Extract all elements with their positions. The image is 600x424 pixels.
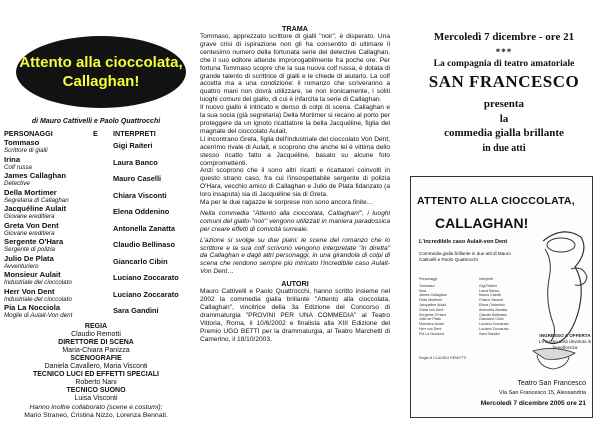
cast-row bbox=[0, 189, 192, 205]
poster-actor: Luciano Zoccarato bbox=[479, 326, 509, 331]
actor-name: Antonella Zanatta bbox=[113, 223, 176, 233]
autori-text: Mauro Cattivelli e Paolo Quattrocchi, hanno scritto insieme nel 2002 la commedia gialla brillante "Attento alla cioccolata, Callaghan", vincitrice della 3a Edizione del Concorso di drammaturgia "PROVINI PER UNA COMMEDIA" al Teatro Vittoria, Roma, il 10/6/2002 e finalista alla XIII Edizione del Premio UGO BETTI per la drammaturgia, al Teatro Marchetti di Camerino, il 18/10/2003. bbox=[200, 288, 390, 343]
cast-row bbox=[0, 205, 192, 221]
genre-text: commedia gialla brillante bbox=[444, 127, 564, 139]
character-role: Giovane ereditiera bbox=[4, 229, 55, 237]
character-role: Industriale del cioccolato bbox=[4, 295, 72, 303]
poster-actor: Chiara Visconti bbox=[479, 298, 504, 303]
actor-name: Laura Banco bbox=[113, 157, 158, 167]
poster-character: Jacquéline Aulait bbox=[419, 302, 446, 307]
poster-actor: Claudio Bellinaso bbox=[479, 312, 507, 317]
actor-name: Luciano Zoccarato bbox=[113, 273, 179, 282]
poster-actor: Antonella Zanatta bbox=[479, 307, 508, 312]
character-name: Della Mortimer bbox=[4, 187, 57, 197]
poster-character: Sergente O'Hara bbox=[419, 312, 446, 317]
poster-actor: Mauro Caselli bbox=[479, 293, 501, 298]
la-text: la bbox=[499, 113, 509, 125]
cast-character bbox=[4, 288, 72, 303]
company-line: La compagnia di teatro amatoriale bbox=[433, 59, 575, 69]
poster-ingresso-title: INGRESSO A OFFERTA bbox=[539, 333, 591, 338]
cast-row bbox=[0, 288, 192, 304]
poster-actor: Laura Banco bbox=[479, 288, 500, 293]
company-name: SAN FRANCESCO bbox=[428, 72, 580, 91]
actor-name: Chiara Visconti bbox=[113, 190, 167, 200]
character-role: Moglie di Aulait-Von dent bbox=[4, 312, 73, 319]
credit-person: Maria-Chiara Panizza bbox=[62, 347, 130, 354]
poster-actor: Sara Gandini bbox=[479, 331, 500, 336]
plot-panel bbox=[200, 24, 390, 344]
actor-name: Sara Gandini bbox=[113, 306, 159, 315]
cast-character bbox=[4, 271, 72, 286]
trama-paragraph: Lì incontrano Greta, figlia dell'industriale del cioccolato Von Dent, acerrimo rivale di Aulait, e scoprono che anche lei è vittima dello stesso ricatto fatto a Jacquéline, basato su alcune foto compromettenti. bbox=[200, 135, 390, 167]
poster-actors-label: Interpreti bbox=[479, 277, 494, 281]
credit-role: DIRETTORE DI SCENA bbox=[58, 339, 134, 346]
character-role: Giovane ereditiera bbox=[4, 213, 55, 220]
play-title-line1: Attento alla cioccolata, bbox=[19, 54, 183, 71]
character-role: Segretaria di Callaghan bbox=[4, 196, 69, 204]
actor-name: Claudio Bellinaso bbox=[113, 240, 176, 249]
poster-date: Mercoledì 7 dicembre 2005 ore 21 bbox=[480, 400, 586, 407]
cast-character bbox=[4, 238, 63, 253]
poster-character: Herr von Dent bbox=[419, 326, 442, 331]
poster-regia: Regia di CLAUDIO REMOTTI bbox=[419, 356, 467, 360]
poster-characters-label: Personaggi bbox=[419, 277, 438, 281]
cast-character bbox=[4, 172, 66, 187]
actor-name: Gigi Raiteri bbox=[113, 141, 153, 150]
character-role: Industriale del cioccolato bbox=[4, 279, 72, 286]
character-name: Irina bbox=[4, 154, 21, 164]
cover-panel bbox=[408, 0, 600, 424]
collab-label: Hanno inoltre collaborato (scene e costumi): bbox=[29, 404, 163, 411]
credit-role: TECNICO SUONO bbox=[66, 387, 126, 394]
cast-row bbox=[0, 271, 192, 287]
character-name: James Callaghan bbox=[4, 171, 67, 180]
cocoa-pot-illustration-icon bbox=[523, 221, 593, 381]
trama-paragraph: Anzi scoprono che il sono altri ricatti e ricattatori coinvolti in questo strano caso, fra cui l'insospettabile sergente di polizia O'Hara, vecchio amico di Callaghan e Julio de Plata fidanzato (a loro insaputa) sia di Jacquéline sia di Greta. bbox=[200, 167, 390, 199]
cast-character bbox=[4, 255, 54, 270]
cast-header-actors: INTERPRETI bbox=[113, 129, 156, 138]
credit-person: Claudio Remotti bbox=[71, 331, 121, 338]
cast-character bbox=[4, 156, 32, 171]
collab-names: Mario Straneo, Cristina Nizzo, Lorenza Bennati. bbox=[24, 412, 168, 419]
poster-ingresso bbox=[537, 333, 593, 351]
poster-character: Monsieur Aulait bbox=[419, 322, 444, 327]
italic-paragraph: Nella commedia "Attento alla cioccolata, Callaghan!", i luoghi comuni del giallo-"noir" vengono utilizzati in maniera paradossica per creare effetti di comicità surreale. bbox=[200, 209, 390, 233]
stars-divider: *** bbox=[495, 47, 513, 57]
poster-character: Irina bbox=[419, 288, 426, 293]
credit-role: REGIA bbox=[84, 323, 108, 330]
credits bbox=[0, 323, 192, 420]
poster-character: Pia La Nocciola bbox=[419, 331, 444, 336]
cast-character bbox=[4, 222, 59, 237]
poster-theatre: Teatro San Francesco bbox=[517, 380, 586, 387]
cast-row bbox=[0, 139, 192, 155]
trama-paragraph: Il nuovo giallo è intricato e denso di colpi di scena. Callaghan e la sua socia (già segretaria) Della Mortimer si recano al porto per proteggere da un ignoto ricattatore la bella Jacquéline, figlia del magnate del cioccolato Aulait. bbox=[200, 104, 390, 135]
italic-body bbox=[200, 210, 390, 279]
actor-name: Giancarlo Cibin bbox=[113, 256, 168, 266]
event-date: Mercoledì 7 dicembre - ore 21 bbox=[433, 31, 575, 43]
credit-role: SCENOGRAFIE bbox=[70, 355, 122, 362]
credit-person: Roberto Nani bbox=[75, 379, 117, 386]
character-name: Monsieur Aulait bbox=[4, 270, 61, 279]
cast-character bbox=[4, 139, 48, 154]
character-name: Tommaso bbox=[4, 138, 40, 147]
play-title-line2: Callaghan! bbox=[62, 73, 140, 90]
character-role: Avventuriero bbox=[4, 262, 39, 270]
poster-actor: Giancarlo Cibin bbox=[479, 317, 504, 322]
character-name: Sergente O'Hara bbox=[4, 237, 64, 246]
actor-name: Elena Oddenino bbox=[113, 207, 170, 216]
italic-paragraph: L'azione si svolge su due piani: le scene del romanzo che lo scrittore e la sua colf scrivono vengono interpretate "in diretta" da Callaghan e dagli altri personaggi, in una girandola di colpi di scena che rendono sempre più intricato l'incredibile caso Aulait-Von Dent… bbox=[200, 236, 390, 276]
cast-character bbox=[4, 304, 72, 319]
trama-paragraph: Ma per le due ragazze le sorprese non sono ancora finite… bbox=[200, 199, 374, 207]
actor-name: Luciano Zoccarato bbox=[113, 289, 179, 299]
cast-row bbox=[0, 238, 192, 254]
character-role: Scrittore di gialli bbox=[4, 147, 48, 154]
character-name: Greta Von Dent bbox=[4, 220, 59, 230]
character-name: Pia La Nocciola bbox=[4, 303, 61, 312]
character-role: Detective bbox=[4, 180, 30, 187]
poster-character: James Callaghan bbox=[419, 293, 447, 298]
poster-character: Julio de Plata bbox=[419, 317, 441, 322]
poster-character: Della Mortimer bbox=[419, 298, 443, 303]
poster-title: ATTENTO ALLA CIOCCOLATA, bbox=[417, 195, 575, 207]
character-name: Herr Von Dent bbox=[4, 286, 55, 296]
authors-line: di Mauro Cattivelli e Paolo Quattrocchi bbox=[31, 118, 161, 125]
poster-actor: Elena Oddenino bbox=[479, 302, 505, 307]
autori-title: AUTORI bbox=[281, 279, 309, 289]
poster-ingresso-note: L'incasso sarà devoluto in beneficenza bbox=[538, 339, 592, 350]
character-role: Colf russa bbox=[4, 163, 32, 171]
cast-header-characters: PERSONAGGI bbox=[4, 129, 53, 138]
acts-text: in due atti bbox=[482, 143, 526, 154]
cast-row bbox=[0, 255, 192, 271]
poster-character: Greta von Dent bbox=[419, 307, 444, 312]
poster-subtitle: L'incredibile caso Aulait-von Dent bbox=[419, 239, 508, 245]
cast-panel bbox=[0, 0, 192, 424]
actor-name: Mauro Caselli bbox=[113, 174, 162, 183]
credit-person: Daniela Cavallero, Maria Visconti bbox=[44, 363, 148, 370]
cast-character bbox=[4, 189, 69, 204]
character-name: Jacquéline Aulait bbox=[4, 204, 67, 213]
cast-row bbox=[0, 172, 192, 188]
credit-person: Luisa Visconti bbox=[74, 395, 118, 402]
poster-image bbox=[410, 176, 593, 418]
poster-description: Commedia gialla brillante in due atti di Mauro Cattivelli e Paolo Quattrocchi bbox=[419, 251, 511, 262]
poster-actor: Luciano Zoccarato bbox=[479, 322, 509, 327]
cast-header-and: E bbox=[93, 129, 98, 138]
cast-row bbox=[0, 304, 192, 320]
poster-title2: CALLAGHAN! bbox=[435, 215, 529, 231]
character-role: Sergente di polizia bbox=[4, 246, 55, 253]
poster-character: Tommaso bbox=[419, 283, 435, 288]
title-ellipse bbox=[16, 36, 186, 108]
trama-title: TRAMA bbox=[282, 24, 308, 33]
cast-row bbox=[0, 156, 192, 172]
credit-role: TECNICO LUCI ED EFFETTI SPECIALI bbox=[32, 371, 159, 378]
cast-character bbox=[4, 205, 66, 220]
character-name: Julio De Plata bbox=[4, 253, 54, 263]
poster-address: Via San Francesco 15, Alessandria bbox=[499, 390, 586, 396]
presenta-text: presenta bbox=[483, 98, 525, 110]
poster-actor: Gigi Raiteri bbox=[479, 283, 497, 288]
trama-body bbox=[200, 33, 390, 207]
cast-row bbox=[0, 222, 192, 238]
trama-paragraph: Tommaso, apprezzato scrittore di gialli "noir", è disperato. Una grave crisi di ispirazione non gli ha consentito di ultimare il centesimo numero della fortunata serie del detective Callaghan, che il suo editore attende improrogabilmente fra poche ore. Per fortuna Tommaso scopre che la sua nuova colf russa, è dotata di grande talento di scrittrice di gialli e le chiede di aiutarlo. La colf accetta ma a una condizione: il romanzo che scriveranno a quattro mani non dovrà utilizzare, se non ironicamente, i soliti luoghi comuni del giallo, di cui è infarcita la serie di Callaghan. bbox=[200, 33, 390, 104]
